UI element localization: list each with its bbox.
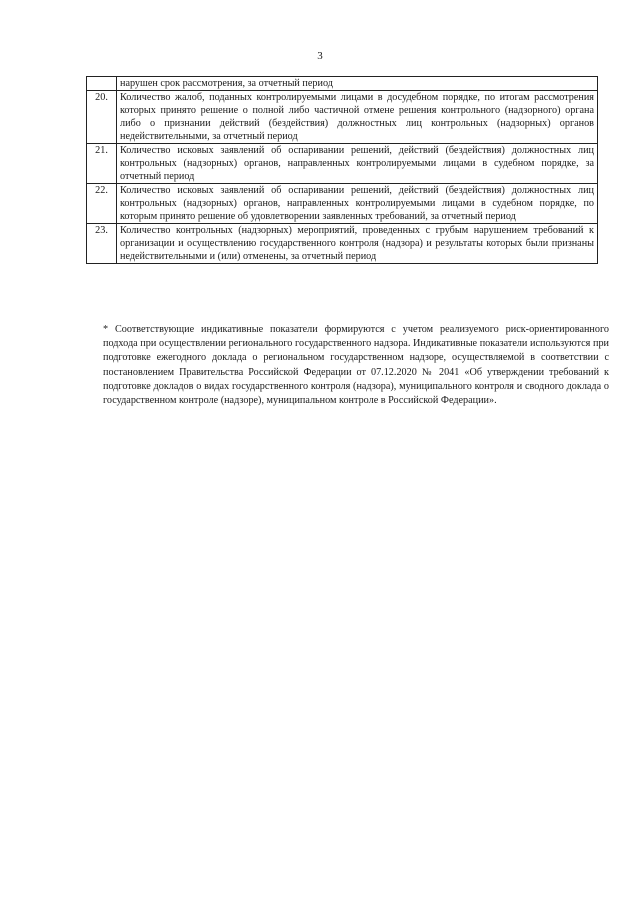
row-number: 22.	[87, 184, 117, 224]
table-row	[87, 144, 598, 184]
indicators-table	[86, 76, 598, 264]
row-text: Количество контрольных (надзорных) мероприятий, проведенных с грубым нарушением требований к организации и осуществлению государственного контроля (надзора) и результаты которых были признаны недействительными и (или) отменены, за отчетный период	[117, 224, 598, 264]
table-row	[87, 91, 598, 144]
row-number: 20.	[87, 91, 117, 144]
table-row	[87, 184, 598, 224]
row-text: Количество жалоб, поданных контролируемыми лицами в досудебном порядке, по итогам рассмотрения которых принято решение о полной либо частичной отмене решения контрольного (надзорного) органа либо о признании действий (бездействия) должностных лиц контрольных (надзорных) органов недействительными, за отчетный период	[117, 91, 598, 144]
table-row	[87, 224, 598, 264]
table-row	[87, 77, 598, 91]
row-number: 23.	[87, 224, 117, 264]
footnote: * Соответствующие индикативные показатели формируются с учетом реализуемого риск-ориентированного подхода при осуществлении регионального государственного надзора. Индикативные показатели используются при подготовке ежегодного доклада о региональном государственном надзоре, осуществляемой в соответствии с постановлением Правительства Российской Федерации от 07.12.2020 № 2041 «Об утверждении требований к подготовке докладов о видах государственного контроля (надзора), муниципального контроля и сводного доклада о государственном контроле (надзоре), муниципальном контроле в Российской Федерации».	[103, 324, 609, 407]
page-number: 3	[317, 50, 323, 62]
row-text: Количество исковых заявлений об оспаривании решений, действий (бездействия) должностных лиц контрольных (надзорных) органов, направленных контролируемыми лицами в судебном порядке, за отчетный период	[117, 144, 598, 184]
row-text: Количество исковых заявлений об оспаривании решений, действий (бездействия) должностных лиц контрольных (надзорных) органов, направленных контролируемыми лицами в судебном порядке, по которым принято решение об удовлетворении заявленных требований, за отчетный период	[117, 184, 598, 224]
row-number: 21.	[87, 144, 117, 184]
row-number	[87, 77, 117, 91]
row-text: нарушен срок рассмотрения, за отчетный период	[117, 77, 598, 91]
